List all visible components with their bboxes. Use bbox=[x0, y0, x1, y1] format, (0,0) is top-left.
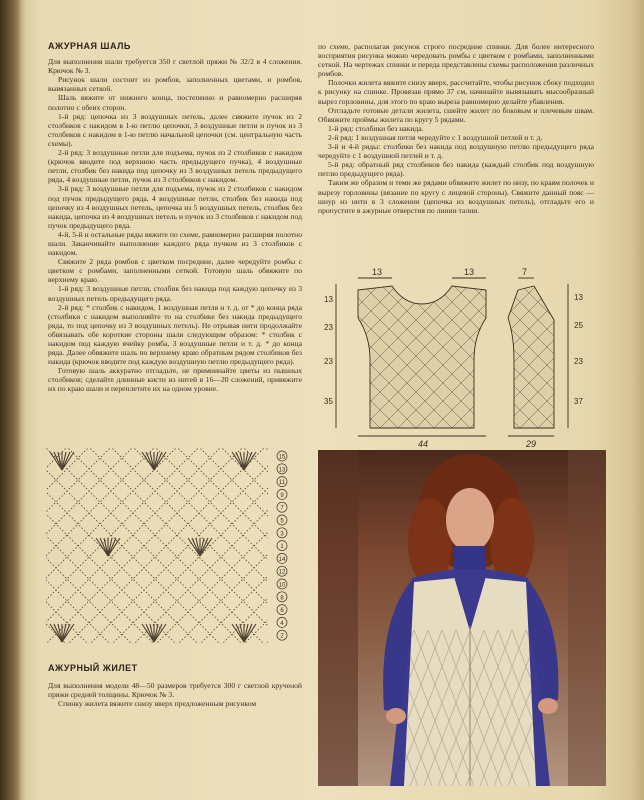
paragraph: Свяжите 2 ряда ромбов с цветком посредине, далее чередуйте ромбы с цветком с ромбами, заполненными сеткой. Готовую шаль обвяжите по верхнему краю. bbox=[48, 257, 302, 285]
paragraph: по схеме, располагая рисунок строго посредине спинки. Для более интересного восприятия рисунка можно чередовать ромбы с цветком с ромбами, заполненными сеткой. На чертежах спинки и переда представлены схемы расположения различных ромбов. bbox=[318, 42, 594, 79]
chart-mesh-line bbox=[44, 446, 134, 646]
shawl-heading: АЖУРНАЯ ШАЛЬ bbox=[48, 41, 131, 51]
row-number: 9 bbox=[280, 492, 284, 499]
chart-mesh-line bbox=[242, 446, 300, 646]
chart-mesh-line bbox=[44, 446, 90, 646]
row-number: 7 bbox=[280, 505, 284, 512]
front-dim-side-2: 25 bbox=[574, 321, 583, 330]
row-number: 12 bbox=[278, 569, 286, 576]
row-number: 15 bbox=[278, 454, 286, 461]
vest-instructions-column bbox=[318, 42, 594, 215]
paragraph: Шаль вяжите от нижнего конца, постепенно и равномерно расширяя полотно с обеих сторон. bbox=[48, 93, 302, 112]
chart-mesh-line bbox=[286, 446, 300, 646]
row-number: 3 bbox=[280, 531, 284, 538]
paragraph: 3-й ряд: 3 воздушные петли для подъема, пучок из 2 столбиков с накидом под пучок предыдущего ряда, 4 воздушные петли, столбик без накида под цепочку из 4 воздушных петель, цепочка из 5 воздушных петель, столбик без накида, цепочка из 4 воздушных петель и пучок из 3 столбиков с накидом под пучок предыдущего ряда. bbox=[48, 184, 302, 230]
paragraph: Спинку жилета вяжите снизу вверх предложенным рисунком bbox=[58, 699, 257, 709]
chart-mesh-line bbox=[44, 446, 178, 646]
back-dim-top-left: 13 bbox=[372, 267, 383, 277]
shawl-text-column bbox=[48, 42, 302, 394]
paragraph: Таким же образом и теми же рядами обвяжите жилет по низу, по краям полочек и вырезу горловины (вязание по кругу с лицевой стороны). Свяжите данный пояс — шнур из нити в 3 сложения (цепочка из воздушных петель), отгладьте его и пропустите в ажурные отверстия по линии талии. bbox=[318, 178, 594, 215]
chart-shell-stitch bbox=[236, 452, 244, 470]
row-number: 2 bbox=[280, 633, 284, 640]
chart-mesh-line bbox=[198, 446, 300, 646]
paragraph: Отгладьте готовые детали жилета, сшейте жилет по боковым и плечевым швам. Обвяжите проймы жилета по кругу 5 рядами. bbox=[318, 105, 594, 124]
row-number: 4 bbox=[280, 620, 284, 627]
chart-shell-stitch bbox=[54, 452, 62, 470]
chart-shell-stitch bbox=[192, 538, 200, 556]
front-dim-side-1: 13 bbox=[574, 293, 583, 302]
paragraph: 2-й ряд: 3 воздушные петли для подъема, пучок из 2 столбиков с накидом (крючок вводите под верхнюю часть предыдущего пучка), 4 воздушные петли, столбик без накида под цепочку из 3 воздушных петель предыдущего ряда, 4 воздушные петли, пучок из 3 столбиков с накидом. bbox=[48, 148, 302, 185]
front-dim-top: 7 bbox=[522, 267, 528, 277]
front-dim-side-3: 23 bbox=[574, 357, 583, 366]
vest-heading: АЖУРНЫЙ ЖИЛЕТ bbox=[48, 663, 138, 673]
chart-shell-stitch bbox=[100, 538, 108, 556]
row-number: 8 bbox=[280, 595, 284, 602]
front-dim-bottom: 29 bbox=[526, 439, 537, 449]
paragraph: 3-й и 4-й ряды: столбики без накида под воздушную петлю предыдущего ряда чередуйте с 1 воздушной петлей и т. д. bbox=[318, 142, 594, 161]
paragraph: 5-й ряд: обратный ряд столбиков без накида (каждый столбик под воздушную петлю предыдущего ряда). bbox=[318, 160, 594, 179]
crochet-chart bbox=[44, 446, 300, 652]
paragraph: 1-й ряд: цепочка из 3 воздушных петель, далее свяжите пучок из 2 столбиков с накидом в 1-ю петлю цепочки, 3 воздушные петли и пучок из 3 столбиков с накидом в 1-ю петлю начальной цепочки (см. центральную часть схемы). bbox=[48, 111, 302, 148]
row-number: 13 bbox=[278, 467, 286, 474]
back-dim-side-3: 23 bbox=[324, 357, 333, 366]
back-dim-side-4: 35 bbox=[324, 397, 333, 406]
diagram-grid-line bbox=[590, 284, 606, 430]
chart-mesh-line bbox=[44, 446, 134, 646]
row-number: 6 bbox=[280, 608, 284, 615]
row-number: 11 bbox=[278, 480, 286, 487]
vest-pattern-diagrams bbox=[318, 264, 606, 450]
chart-mesh-line bbox=[242, 446, 300, 646]
model-photo bbox=[318, 450, 606, 786]
chart-mesh-line bbox=[198, 446, 300, 646]
chart-mesh-line bbox=[44, 446, 178, 646]
paragraph: 1-й ряд: столбики без накида. bbox=[328, 123, 424, 133]
back-dim-side-1: 13 bbox=[324, 295, 333, 304]
chart-mesh-line bbox=[132, 446, 300, 646]
paragraph: 2-й ряд: 1 воздушная петля чередуйте с 1 воздушной петлей и т. д. bbox=[328, 132, 543, 142]
chart-mesh-line bbox=[44, 446, 90, 646]
paragraph: Готовую шаль аккуратно отгладьте, не примиинайте цветы из пышных столбиков; сделайте длинные кисти из нитей в 16—20 сложений, привяжите их по краю шали и переплетите их на одном уровне. bbox=[48, 366, 302, 394]
book-binding bbox=[0, 0, 22, 800]
chart-mesh-line bbox=[132, 446, 300, 646]
back-piece-diagram bbox=[318, 278, 606, 436]
front-dim-side-4: 37 bbox=[574, 397, 583, 406]
chart-mesh-line bbox=[154, 446, 300, 646]
paragraph: 4-й, 5-й и остальные ряды вяжите по схеме, равномерно расширяя полотно шали. Заканчивайте выполнение каждого ряда пучком из 3 столбиков с накидом. bbox=[48, 229, 302, 258]
vest-text-column bbox=[48, 664, 302, 708]
paragraph: Полочки жилета вяжите снизу вверх, рассчитайте, чтобы рисунок сбоку подходил к рисунку на спинке. Провязав прямо 37 см, начинайте вывязывать мысообразный вырез горловины, для этого по краю выреза равномерно делайте убавления. bbox=[318, 78, 594, 106]
chart-shell-stitch bbox=[54, 624, 62, 642]
chart-shell-stitch bbox=[146, 624, 154, 642]
chart-mesh-line bbox=[286, 446, 300, 646]
diagram-grid-line bbox=[592, 284, 606, 430]
paragraph: 1-й ряд: 3 воздушные петли, столбик без накида под каждую цепочку из 3 воздушных петель предыдущего ряда. bbox=[48, 284, 302, 303]
back-dim-top-right: 13 bbox=[464, 267, 475, 277]
paragraph: Для выполнения шали требуется 350 г светлой пряжи № 32/2 в 4 сложения. Крючок № 3. bbox=[48, 57, 302, 76]
row-number: 5 bbox=[280, 518, 284, 525]
back-dim-side-2: 23 bbox=[324, 323, 333, 332]
photo-illustration bbox=[318, 450, 606, 786]
paragraph: 2-й ряд: * столбик с накидом, 1 воздушная петля и т. д. от * до конца ряда (столбики с накидом выполняйте то на столбике без накида предыдущего ряда, то под цепочку из 3 воздушных петель). Не отрывая нити продолжайте обвязывать обе короткие стороны шали следующим образом: * столбик с накидом под каждую ячейку ромба, 3 воздушные петли и т. д. * до конца ряда. Далее обвяжите шаль по верхнему краю обратным рядом столбиков без накида (крючок вводите под каждую воздушную петлю предыдущего ряда). bbox=[48, 302, 302, 367]
row-number: 1 bbox=[280, 544, 284, 551]
paragraph: Рисунок шали состоит из ромбов, заполненных цветами, и ромбов, вывязанных сеткой. bbox=[48, 75, 302, 94]
row-number: 14 bbox=[278, 556, 286, 563]
diagram-grid-line bbox=[596, 284, 606, 430]
back-dim-bottom: 44 bbox=[418, 439, 429, 449]
chart-mesh-line bbox=[154, 446, 300, 646]
diagram-grid-line bbox=[560, 284, 606, 430]
paragraph: Для выполнения модели 48—50 размеров требуется 300 г светлой крученой пряжи средней толщины. Крючок № 3. bbox=[48, 681, 302, 700]
row-number: 10 bbox=[278, 582, 286, 589]
